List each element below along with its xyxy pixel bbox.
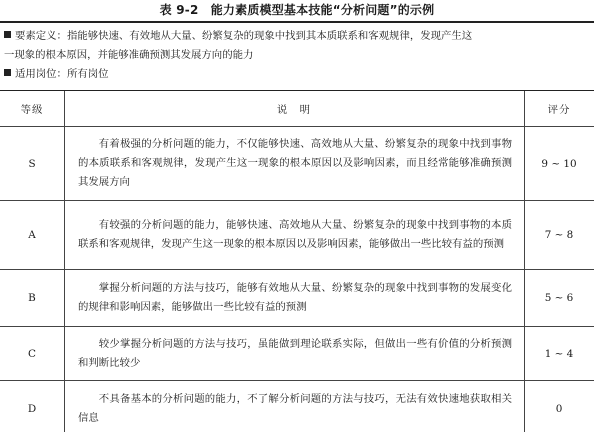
header-description: 说 明: [64, 91, 524, 127]
score-cell: 0: [524, 381, 594, 437]
square-bullet-icon: [4, 31, 11, 38]
grade-table: [0, 91, 594, 437]
score-cell: 7 ~ 8: [524, 201, 594, 270]
applicable-positions-text: 适用岗位：所有岗位: [15, 68, 109, 80]
grade-cell: S: [0, 127, 64, 201]
top-rule: [0, 21, 594, 23]
column-divider: [524, 91, 525, 432]
table-row: [0, 327, 594, 381]
applicable-positions: [4, 65, 590, 84]
table-row: [0, 270, 594, 327]
grade-cell: D: [0, 381, 64, 437]
description-cell: [64, 381, 524, 437]
intro-block: [4, 27, 590, 84]
table-row: [0, 381, 594, 437]
description-text: 有着极强的分析问题的能力，不仅能够快速、高效地从大量、纷繁复杂的现象中找到事物的本质联系和客观规律，发现产生这一现象的根本原因以及影响因素，而且经常能够准确预测其发展方向: [78, 135, 512, 192]
description-text: 较少掌握分析问题的方法与技巧，虽能做到理论联系实际，但做出一些有价值的分析预测和判断比较少: [78, 335, 512, 373]
table-header-row: [0, 91, 594, 127]
header-grade: 等级: [0, 91, 64, 127]
description-cell: [64, 127, 524, 201]
definition-continuation: 一现象的根本原因，并能够准确预测其发展方向的能力: [4, 46, 590, 65]
grade-cell: A: [0, 201, 64, 270]
definition-paragraph: [4, 27, 590, 46]
description-text: 有较强的分析问题的能力，能够快速、高效地从大量、纷繁复杂的现象中找到事物的本质联系和客观规律，发现产生这一现象的根本原因以及影响因素，能够做出一些比较有益的预测: [78, 216, 512, 254]
score-cell: 1 ~ 4: [524, 327, 594, 381]
column-divider: [64, 91, 65, 432]
description-cell: [64, 270, 524, 327]
score-cell: 9 ~ 10: [524, 127, 594, 201]
header-score: 评分: [524, 91, 594, 127]
grade-cell: C: [0, 327, 64, 381]
table-row: [0, 127, 594, 201]
square-bullet-icon: [4, 69, 11, 76]
score-cell: 5 ~ 6: [524, 270, 594, 327]
table-row: [0, 201, 594, 270]
description-text: 掌握分析问题的方法与技巧，能够有效地从大量、纷繁复杂的现象中找到事物的发展变化的规律和影响因素，能够做出一些比较有益的预测: [78, 279, 512, 317]
definition-line-1: 要素定义：指能够快速、有效地从大量、纷繁复杂的现象中找到其本质联系和客观规律，发现产生这: [15, 30, 472, 42]
description-cell: [64, 201, 524, 270]
grade-cell: B: [0, 270, 64, 327]
description-text: 不具备基本的分析问题的能力，不了解分析问题的方法与技巧，无法有效快速地获取相关信息: [78, 390, 512, 428]
description-cell: [64, 327, 524, 381]
table-title: 表 9-2 能力素质模型基本技能“分析问题”的示例: [0, 2, 594, 18]
